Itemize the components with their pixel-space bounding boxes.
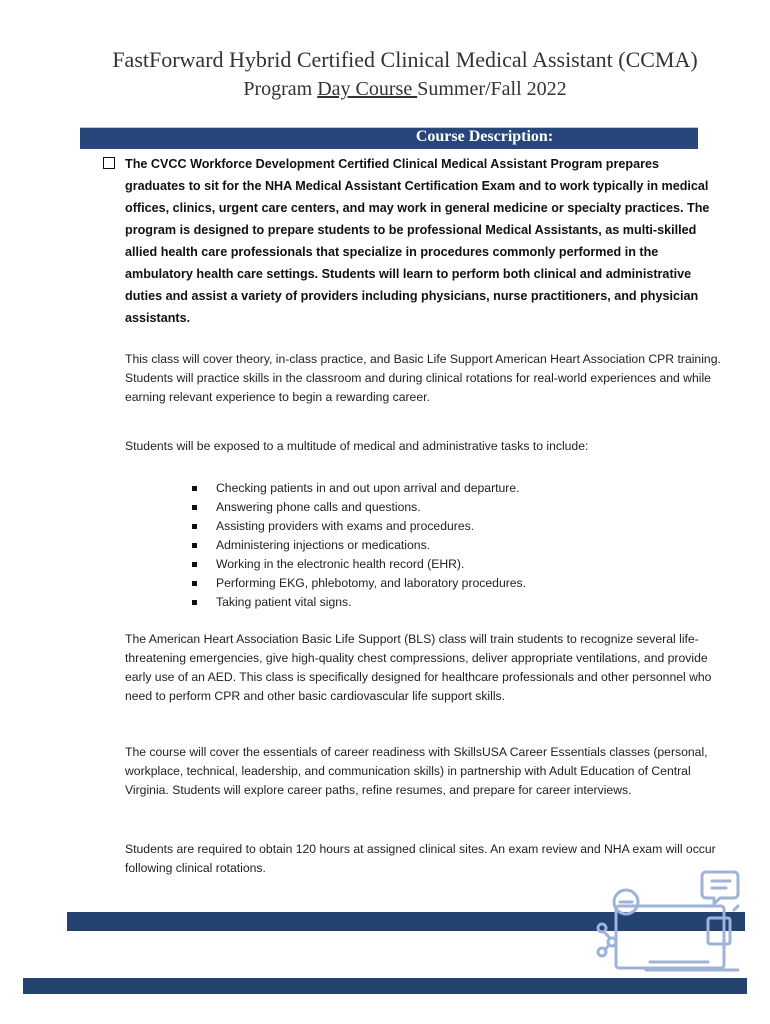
paragraph-clinical: Students are required to obtain 120 hours at assigned clinical sites. An exam review and NHA exam will occur following clinical rotations. (125, 842, 716, 875)
section-header: Course Description: (415, 128, 554, 145)
list-item: Taking patient vital signs. (192, 593, 526, 612)
task-list (192, 479, 526, 612)
footer-bar-lower (23, 978, 747, 994)
list-item: Assisting providers with exams and procedures. (192, 517, 526, 536)
document-subtitle (0, 78, 770, 101)
list-item: Administering injections or medications. (192, 536, 526, 555)
computer-chat-illustration (588, 866, 748, 976)
subtitle-day-course: Day Course (317, 78, 418, 100)
list-item: Answering phone calls and questions. (192, 498, 526, 517)
document-title: FastForward Hybrid Certified Clinical Medical Assistant (CCMA) (112, 47, 698, 72)
paragraph-tasks-intro: Students will be exposed to a multitude of medical and administrative tasks to include: (125, 439, 589, 453)
subtitle-prefix: Program (243, 78, 318, 100)
list-item: Performing EKG, phlebotomy, and laboratory procedures. (192, 574, 526, 593)
intro-paragraph: The CVCC Workforce Development Certified Clinical Medical Assistant Program prepares graduates to sit for the NHA Medical Assistant Certification Exam and to work typically in medical offices, clinics, urgent care centers, and may work in general medicine or specialty practices. The program is designed to prepare students to be professional Medical Assistants, as multi-skilled allied health care professionals that specialize in procedures commonly performed in the ambulatory health care settings. Students will learn to perform both clinical and administrative duties and assist a variety of providers including physicians, nurse practitioners, and physician assistants. (125, 157, 710, 325)
paragraph-bls: The American Heart Association Basic Life Support (BLS) class will train students to recognize several life-threatening emergencies, give high-quality chest compressions, deliver appropriate ventilations, and provide early use of an AED. This class is specifically designed for healthcare professionals and other personnel who need to perform CPR and other basic cardiovascular life support skills. (125, 632, 712, 703)
subtitle-term: Summer/Fall 2022 (417, 78, 567, 100)
paragraph-career: The course will cover the essentials of career readiness with SkillsUSA Career Essentials classes (personal, workplace, technical, leadership, and communication skills) in partnership with Adult Education of Central Virginia. Students will explore career paths, refine resumes, and prepare for career interviews. (125, 745, 708, 797)
paragraph-theory: This class will cover theory, in-class practice, and Basic Life Support American Heart Association CPR training. Students will practice skills in the classroom and during clinical rotations for real-world experiences and while earning relevant experience to begin a rewarding career. (125, 352, 721, 404)
list-item: Checking patients in and out upon arrival and departure. (192, 479, 526, 498)
list-item: Working in the electronic health record (EHR). (192, 555, 526, 574)
checkbox-icon (103, 157, 115, 169)
